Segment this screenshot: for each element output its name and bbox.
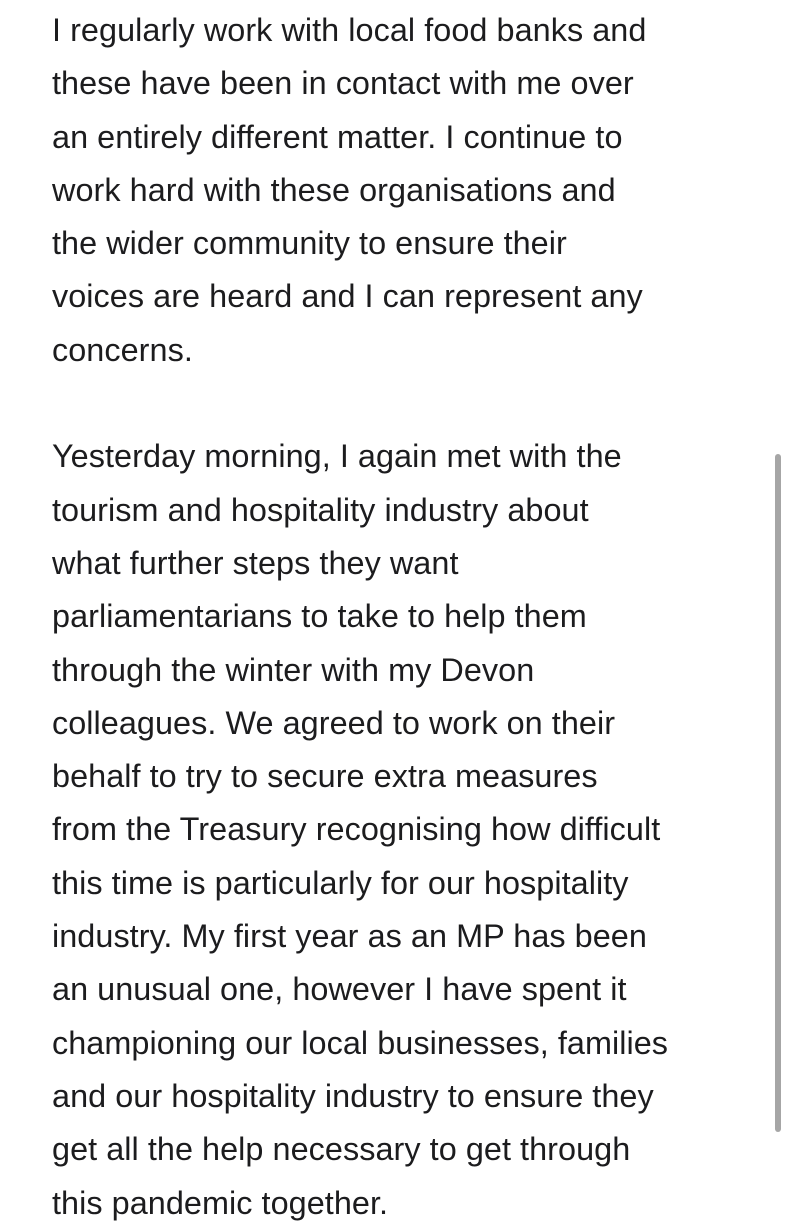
paragraph-gap [52,377,768,430]
text-line: concerns. [52,331,193,368]
text-line: this time is particularly for our hospitality [52,864,629,901]
vertical-scrollbar[interactable] [775,454,781,1132]
text-line: industry. My first year as an MP has been [52,918,647,955]
text-line: parliamentarians to take to help them [52,598,587,635]
text-line: an entirely different matter. I continue to [52,118,623,155]
text-line: work hard with these organisations and [52,171,616,208]
text-line: from the Treasury recognising how difficult [52,811,661,848]
paragraph-hospitality [52,430,768,1229]
text-line: get all the help necessary to get through [52,1131,631,1168]
text-line: I regularly work with local food banks and [52,12,647,48]
text-line: these have been in contact with me over [52,65,634,102]
text-line: what further steps they want [52,544,459,581]
paragraph-food-banks [52,4,768,377]
text-line: voices are heard and I can represent any [52,278,643,315]
text-line: an unusual one, however I have spent it [52,971,627,1008]
text-line: behalf to try to secure extra measures [52,758,598,795]
text-line: this pandemic together. [52,1184,389,1221]
text-line: championing our local businesses, families [52,1024,669,1061]
text-line: Yesterday morning, I again met with the [52,438,622,475]
text-line: tourism and hospitality industry about [52,491,589,528]
text-line: through the winter with my Devon [52,651,535,688]
text-line: the wider community to ensure their [52,225,567,262]
text-line: and our hospitality industry to ensure they [52,1077,654,1114]
text-line: colleagues. We agreed to work on their [52,704,616,741]
note-body[interactable] [52,4,768,1230]
